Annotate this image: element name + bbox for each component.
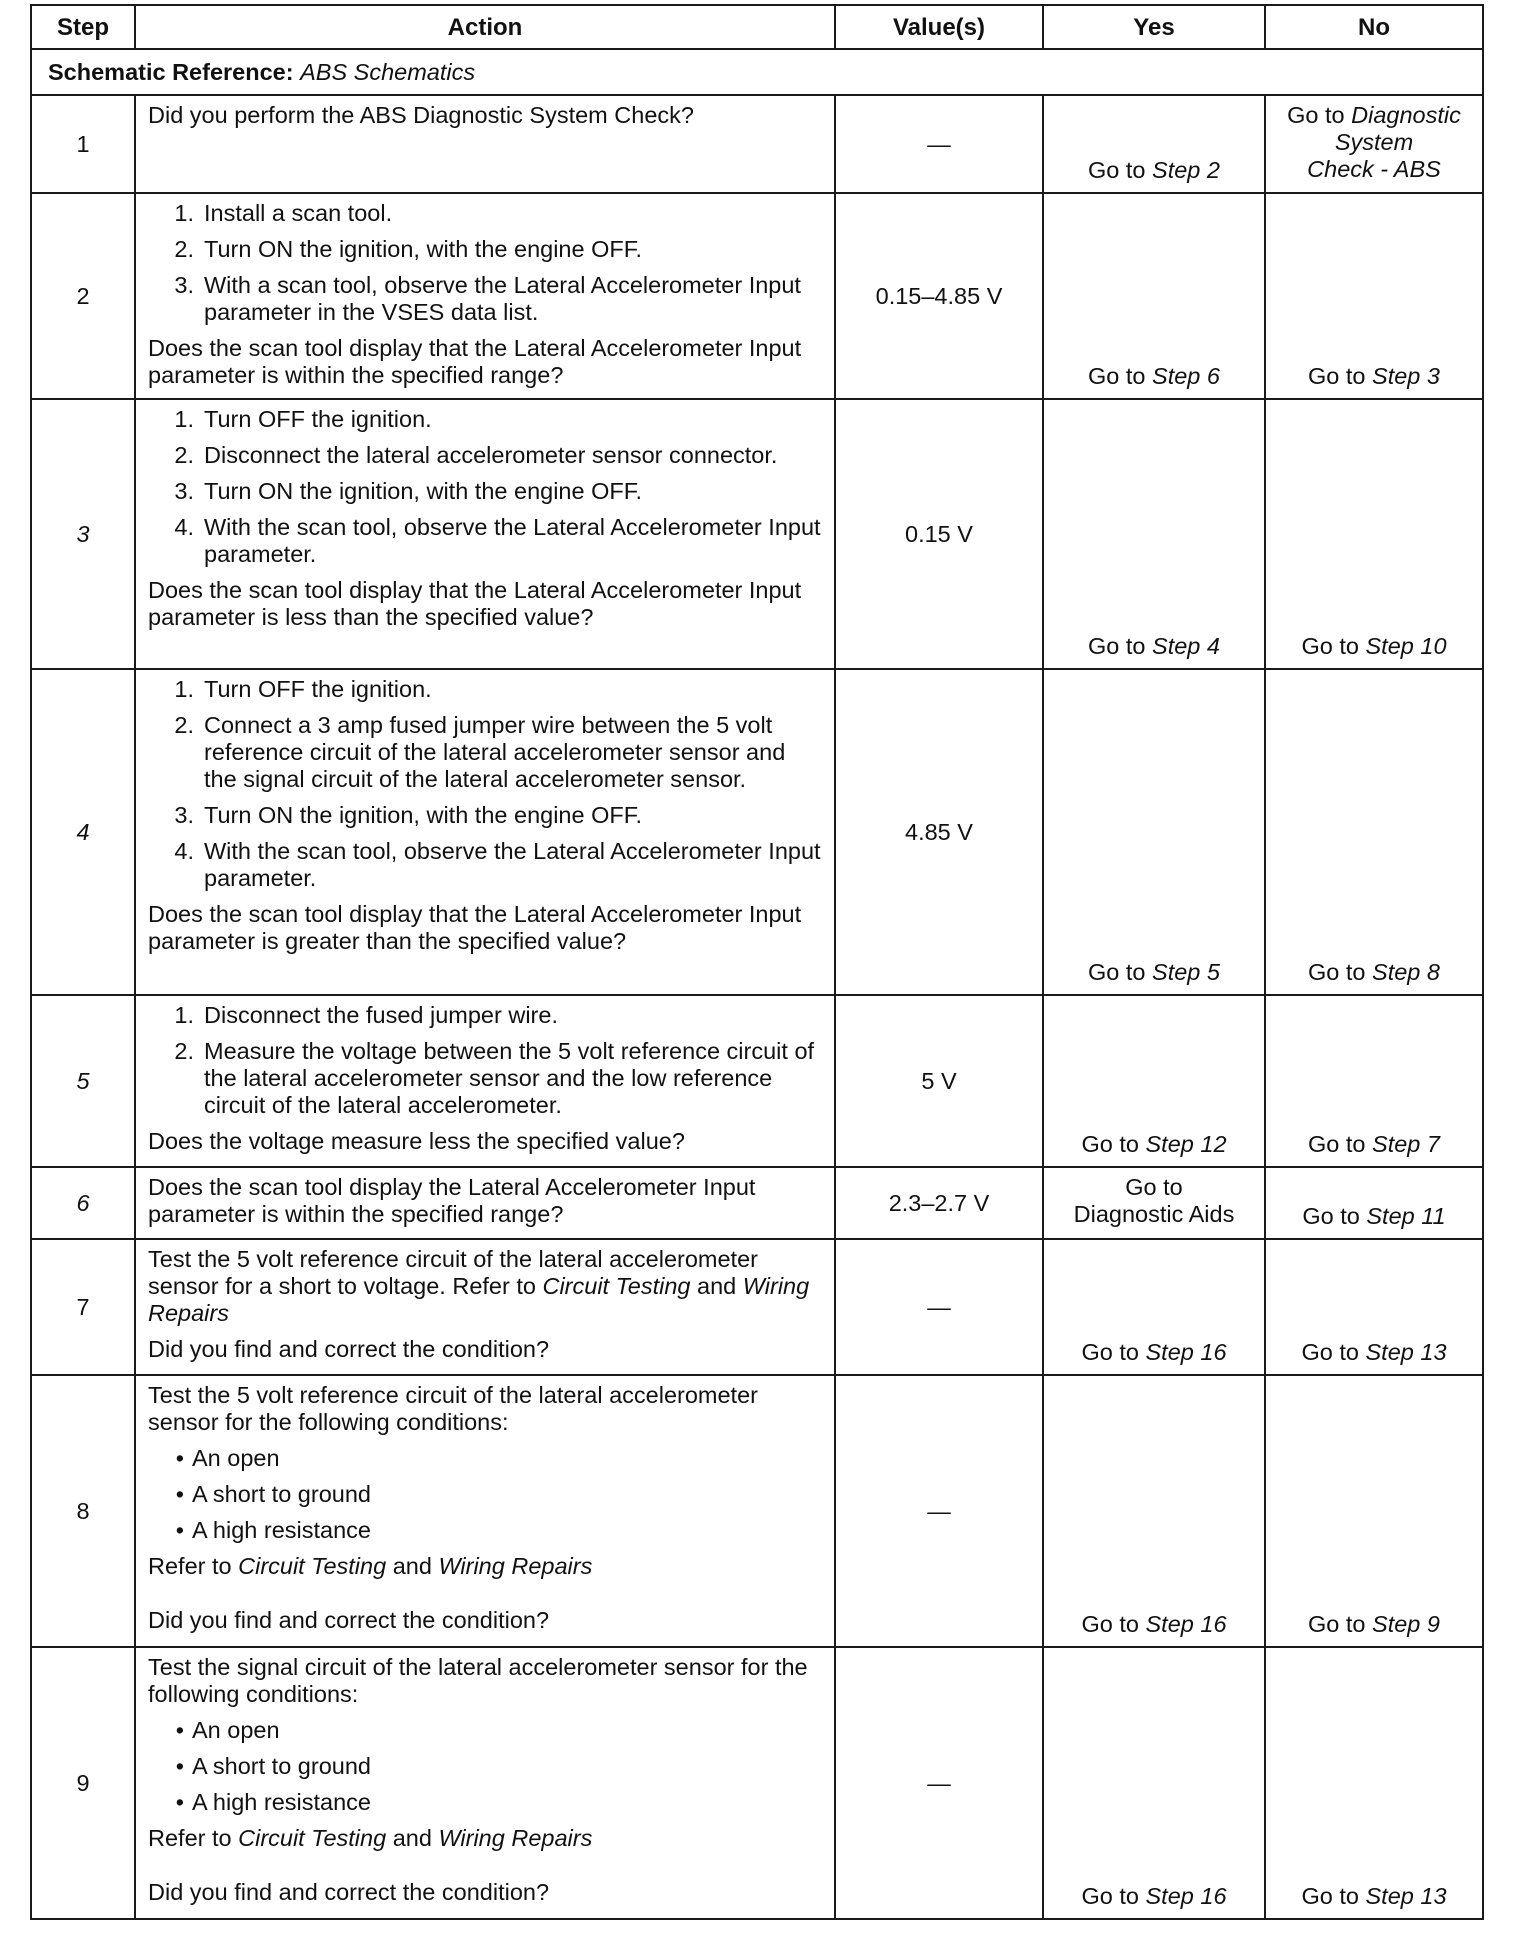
goto-label: Go to (1302, 1203, 1360, 1229)
table-row (31, 1239, 1483, 1375)
goto-label: Go to (1308, 363, 1366, 389)
wiring-repairs-link[interactable]: Wiring Repairs (148, 1273, 810, 1326)
action-steps (148, 676, 824, 892)
yes-cell[interactable] (1043, 995, 1265, 1167)
action-step: 4. With the scan tool, observe the Lateral Accelerometer Input parameter. (174, 514, 821, 567)
goto-label: Go to (1125, 1174, 1183, 1200)
schematic-reference-link[interactable]: ABS Schematics (300, 58, 476, 85)
goto-label: Go to (1287, 102, 1345, 128)
action-step: 2. Connect a 3 amp fused jumper wire between the 5 volt reference circuit of the lateral accelerometer sensor and the signal circuit of the lateral accelerometer sensor. (174, 712, 786, 792)
action-intro: Test the 5 volt reference circuit of the lateral accelerometer sensor for the following conditions: (148, 1382, 758, 1435)
yes-cell[interactable] (1043, 95, 1265, 193)
action-step: 3. With a scan tool, observe the Lateral Accelerometer Input parameter in the VSES data list. (174, 272, 801, 325)
goto-label: Go to (1081, 1339, 1139, 1365)
action-steps (148, 200, 824, 326)
goto-label: Go to (1088, 959, 1146, 985)
value-cell: — (835, 1375, 1043, 1647)
action-cell (135, 1239, 835, 1375)
no-cell[interactable] (1265, 1647, 1483, 1919)
action-step: 3. Turn ON the ignition, with the engine OFF. (174, 802, 643, 828)
no-target[interactable]: Step 8 (1372, 959, 1440, 985)
list-item: • A short to ground (175, 1753, 371, 1779)
action-step: 1. Install a scan tool. (174, 200, 393, 226)
wiring-repairs-link[interactable]: Wiring Repairs (438, 1825, 593, 1851)
goto-label: Go to (1081, 1131, 1139, 1157)
yes-cell[interactable] (1043, 669, 1265, 995)
yes-target[interactable]: Step 5 (1152, 959, 1220, 985)
goto-label: Go to (1301, 633, 1359, 659)
action-question: Did you find and correct the condition? (148, 1607, 550, 1633)
goto-label: Go to (1088, 157, 1146, 183)
no-cell[interactable] (1265, 1239, 1483, 1375)
step-number: 8 (31, 1375, 135, 1647)
no-cell[interactable] (1265, 95, 1483, 193)
value-cell: 5 V (835, 995, 1043, 1167)
action-cell (135, 995, 835, 1167)
step-number: 7 (31, 1239, 135, 1375)
action-question: Did you perform the ABS Diagnostic System Check? (148, 102, 694, 128)
step-number: 9 (31, 1647, 135, 1919)
schematic-reference (31, 49, 1483, 95)
no-target[interactable]: Step 13 (1365, 1339, 1447, 1365)
goto-label: Go to (1308, 959, 1366, 985)
list-item: • An open (175, 1445, 280, 1471)
no-cell[interactable] (1265, 995, 1483, 1167)
no-target[interactable]: Step 11 (1366, 1203, 1446, 1229)
action-step: 2. Measure the voltage between the 5 volt reference circuit of the lateral accelerometer sensor and the low reference circuit of the lateral accelerometer. (174, 1038, 815, 1118)
action-step: 4. With the scan tool, observe the Lateral Accelerometer Input parameter. (174, 838, 821, 891)
action-cell (135, 193, 835, 399)
wiring-repairs-link[interactable]: Wiring Repairs (438, 1553, 593, 1579)
goto-label: Go to (1088, 633, 1146, 659)
action-step: 2. Turn ON the ignition, with the engine OFF. (174, 236, 643, 262)
header-no: No (1265, 5, 1483, 49)
action-step: 2. Disconnect the lateral accelerometer sensor connector. (174, 442, 778, 468)
list-item: • A high resistance (175, 1517, 371, 1543)
yes-target[interactable]: Step 6 (1152, 363, 1220, 389)
no-target[interactable]: Step 13 (1365, 1883, 1447, 1909)
table-row (31, 193, 1483, 399)
action-step: 1. Disconnect the fused jumper wire. (174, 1002, 558, 1028)
no-target[interactable]: Step 10 (1365, 633, 1447, 659)
diagnostic-table (30, 4, 1484, 1920)
no-target[interactable]: System (1334, 129, 1414, 155)
no-cell[interactable] (1265, 399, 1483, 669)
goto-label: Go to (1301, 1339, 1359, 1365)
yes-cell[interactable] (1043, 1167, 1265, 1239)
yes-target[interactable]: Step 2 (1152, 157, 1220, 183)
schematic-reference-row (31, 49, 1483, 95)
yes-cell[interactable] (1043, 1239, 1265, 1375)
list-item: • A high resistance (175, 1789, 371, 1815)
diagnostic-table-page (30, 4, 1482, 1920)
header-value: Value(s) (835, 5, 1043, 49)
action-step: 1. Turn OFF the ignition. (174, 406, 432, 432)
step-number: 1 (31, 95, 135, 193)
no-target[interactable]: Step 3 (1372, 363, 1440, 389)
action-cell (135, 95, 835, 193)
yes-target[interactable]: Step 16 (1145, 1611, 1227, 1637)
yes-target[interactable]: Step 16 (1145, 1339, 1227, 1365)
circuit-testing-link[interactable]: Circuit Testing (238, 1825, 387, 1851)
value-cell: — (835, 1647, 1043, 1919)
table-row (31, 95, 1483, 193)
action-cell (135, 669, 835, 995)
header-yes: Yes (1043, 5, 1265, 49)
table-row (31, 1375, 1483, 1647)
schematic-reference-label: Schematic Reference: (48, 58, 294, 85)
goto-label: Go to (1308, 1131, 1366, 1157)
step-number: 3 (31, 399, 135, 669)
no-target[interactable]: Step 9 (1372, 1611, 1440, 1637)
action-intro: Test the signal circuit of the lateral accelerometer sensor for the following conditions: (148, 1654, 808, 1707)
yes-cell[interactable] (1043, 193, 1265, 399)
goto-label: Go to (1081, 1883, 1139, 1909)
refer-line: Refer to Circuit Testing and Wiring Repairs (148, 1825, 593, 1851)
goto-label: Go to (1088, 363, 1146, 389)
step-number: 5 (31, 995, 135, 1167)
yes-target[interactable]: Step 16 (1145, 1883, 1227, 1909)
no-cell[interactable] (1265, 669, 1483, 995)
action-intro: Test the 5 volt reference circuit of the lateral accelerometer sensor for a short to voltage. Refer to Circuit Testing and Wiring Repairs (148, 1246, 810, 1326)
action-cell (135, 1647, 835, 1919)
action-steps (148, 1002, 824, 1119)
action-question: Does the voltage measure less the specified value? (148, 1128, 685, 1154)
table-row (31, 1167, 1483, 1239)
step-number: 2 (31, 193, 135, 399)
goto-label: Go to (1308, 1611, 1366, 1637)
list-item: • An open (175, 1717, 280, 1743)
condition-list (148, 1445, 824, 1544)
no-target[interactable]: Diagnostic (1351, 102, 1461, 128)
step-number: 6 (31, 1167, 135, 1239)
no-cell[interactable] (1265, 193, 1483, 399)
no-target[interactable]: Check - ABS (1307, 156, 1441, 182)
header-step: Step (31, 5, 135, 49)
table-row (31, 995, 1483, 1167)
action-step: 3. Turn ON the ignition, with the engine OFF. (174, 478, 643, 504)
table-row (31, 669, 1483, 995)
yes-cell[interactable] (1043, 1647, 1265, 1919)
goto-label: Go to (1081, 1611, 1139, 1637)
no-cell[interactable] (1265, 1167, 1483, 1239)
action-question: Does the scan tool display that the Lateral Accelerometer Input parameter is within the specified range? (148, 335, 802, 388)
yes-target[interactable]: Step 12 (1145, 1131, 1227, 1157)
step-number: 4 (31, 669, 135, 995)
action-question: Does the scan tool display that the Lateral Accelerometer Input parameter is greater than the specified value? (148, 901, 802, 954)
table-row (31, 1647, 1483, 1919)
action-step: 1. Turn OFF the ignition. (174, 676, 432, 702)
goto-label: Go to (1301, 1883, 1359, 1909)
refer-line: Refer to Circuit Testing and Wiring Repairs (148, 1553, 593, 1579)
yes-target[interactable]: Diagnostic Aids (1073, 1201, 1235, 1227)
action-question: Does the scan tool display the Lateral Accelerometer Input parameter is within the specified range? (148, 1174, 756, 1227)
value-cell: — (835, 95, 1043, 193)
value-cell: 4.85 V (835, 669, 1043, 995)
list-item: • A short to ground (175, 1481, 371, 1507)
yes-cell[interactable] (1043, 399, 1265, 669)
yes-cell[interactable] (1043, 1375, 1265, 1647)
action-cell (135, 1167, 835, 1239)
action-question: Did you find and correct the condition? (148, 1879, 550, 1905)
yes-target[interactable]: Step 4 (1152, 633, 1220, 659)
value-cell: 0.15–4.85 V (835, 193, 1043, 399)
action-cell (135, 1375, 835, 1647)
action-cell (135, 399, 835, 669)
value-cell: 2.3–2.7 V (835, 1167, 1043, 1239)
header-action: Action (135, 5, 835, 49)
action-steps (148, 406, 824, 568)
value-cell: — (835, 1239, 1043, 1375)
action-question: Did you find and correct the condition? (148, 1336, 550, 1362)
circuit-testing-link[interactable]: Circuit Testing (542, 1273, 691, 1299)
circuit-testing-link[interactable]: Circuit Testing (238, 1553, 387, 1579)
table-row (31, 399, 1483, 669)
no-cell[interactable] (1265, 1375, 1483, 1647)
header-row (31, 5, 1483, 49)
action-question: Does the scan tool display that the Lateral Accelerometer Input parameter is less than the specified value? (148, 577, 802, 630)
no-target[interactable]: Step 7 (1372, 1131, 1440, 1157)
value-cell: 0.15 V (835, 399, 1043, 669)
condition-list (148, 1717, 824, 1816)
